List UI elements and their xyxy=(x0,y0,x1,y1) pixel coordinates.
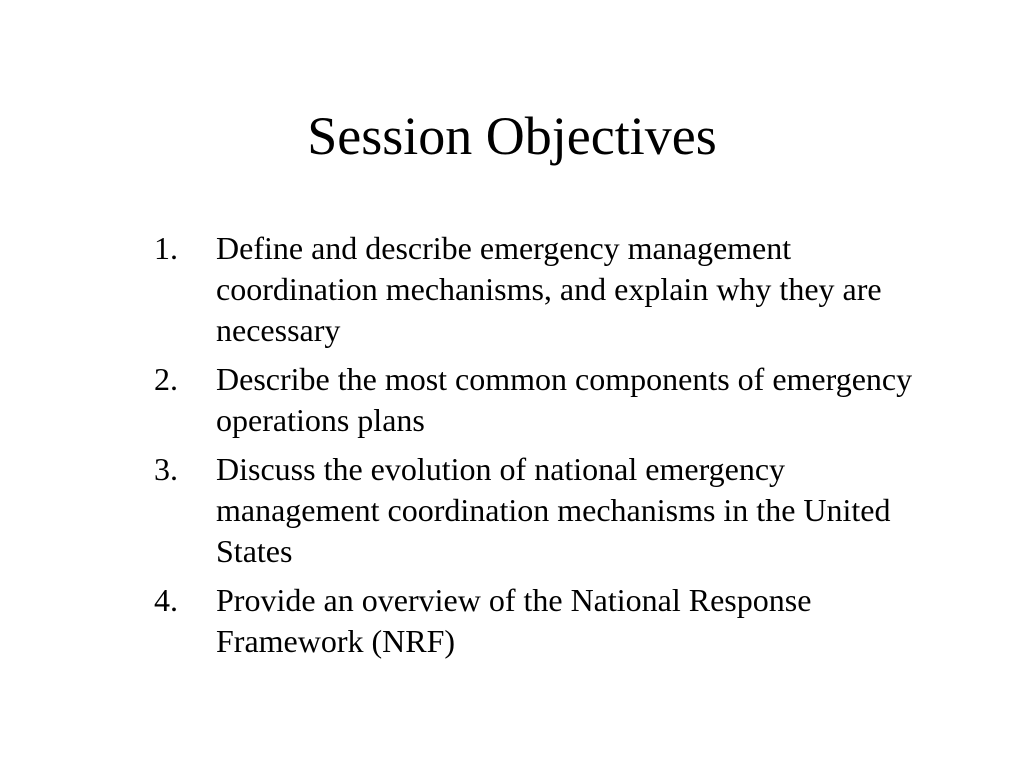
objective-item-2 xyxy=(150,359,950,441)
objective-text: Discuss the evolution of national emergency management coordination mechanisms in the United States xyxy=(216,451,891,569)
objective-number: 3. xyxy=(154,451,178,487)
objective-text: Describe the most common components of emergency operations plans xyxy=(216,361,913,438)
objective-number: 1. xyxy=(154,230,178,266)
objectives-list xyxy=(150,228,950,670)
objective-text: Provide an overview of the National Response Framework (NRF) xyxy=(216,582,812,659)
objective-text: Define and describe emergency management coordination mechanisms, and explain why they are necessary xyxy=(216,230,882,348)
objective-number: 2. xyxy=(154,361,178,397)
objective-item-1 xyxy=(150,228,950,351)
slide-title: Session Objectives xyxy=(307,106,717,166)
objective-item-3 xyxy=(150,449,950,572)
objective-item-4 xyxy=(150,580,950,662)
objective-number: 4. xyxy=(154,582,178,618)
